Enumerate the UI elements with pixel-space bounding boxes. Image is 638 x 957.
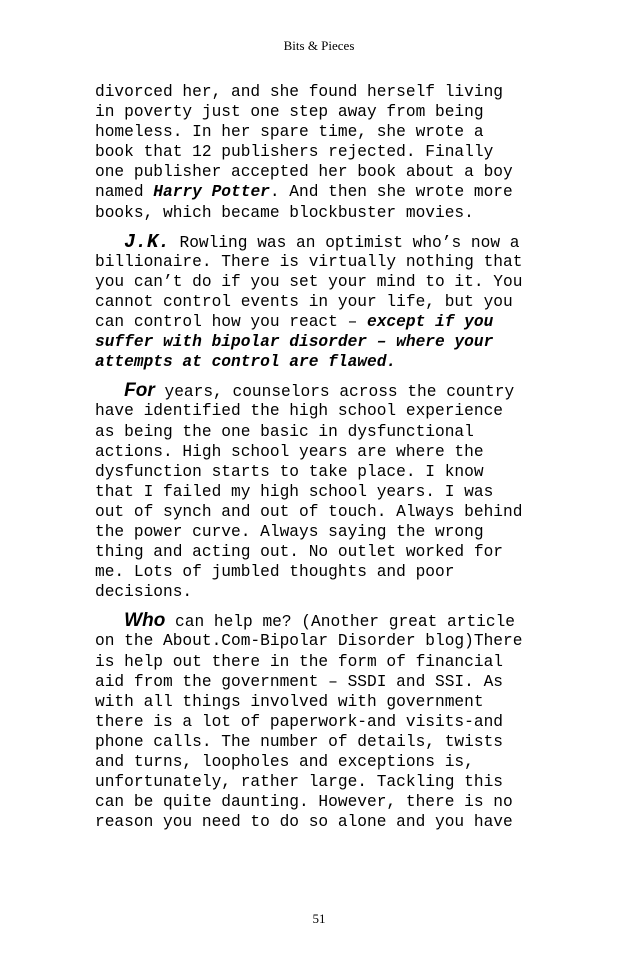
text-segment: thing and acting out. No outlet worked for bbox=[95, 543, 503, 562]
text-segment bbox=[95, 234, 124, 252]
paragraph-spacer bbox=[95, 602, 565, 611]
paragraph-lead-word: Who bbox=[124, 610, 166, 632]
text-line bbox=[95, 292, 565, 312]
text-line bbox=[95, 122, 565, 142]
text-line bbox=[95, 203, 565, 223]
text-segment bbox=[95, 383, 124, 401]
text-segment: . And then she wrote more bbox=[269, 183, 513, 202]
text-line bbox=[95, 772, 565, 792]
paragraph-spacer bbox=[95, 372, 565, 381]
text-segment: as being the one basic in dysfunctional bbox=[95, 422, 474, 441]
emphasized-text: Harry Potter bbox=[153, 183, 270, 202]
text-segment: in poverty just one step away from being bbox=[95, 103, 484, 122]
text-line bbox=[95, 522, 565, 542]
text-line bbox=[95, 332, 565, 352]
text-segment: unfortunately, rather large. Tackling this bbox=[95, 773, 503, 792]
text-segment: decisions. bbox=[95, 583, 193, 602]
text-line bbox=[95, 162, 565, 182]
text-line bbox=[95, 272, 565, 292]
text-segment: can help me? (Another great article bbox=[165, 613, 516, 632]
paragraph bbox=[95, 611, 565, 832]
text-segment: with all things involved with government bbox=[95, 692, 484, 711]
text-segment: can be quite daunting. However, there is no bbox=[95, 793, 513, 812]
paragraph bbox=[95, 82, 565, 223]
text-segment: dysfunction starts to take place. I know bbox=[95, 462, 484, 481]
text-segment: is help out there in the form of financial bbox=[95, 652, 503, 671]
paragraph-lead-word: For bbox=[124, 380, 155, 402]
text-line bbox=[95, 542, 565, 562]
text-line bbox=[95, 582, 565, 602]
text-segment: books, which became blockbuster movies. bbox=[95, 203, 474, 222]
text-line bbox=[95, 792, 565, 812]
text-segment: the power curve. Always saying the wrong bbox=[95, 522, 484, 541]
paragraph bbox=[95, 381, 565, 602]
text-line bbox=[95, 631, 565, 651]
text-line bbox=[95, 692, 565, 712]
text-line bbox=[95, 82, 565, 102]
text-line bbox=[95, 401, 565, 421]
text-line bbox=[95, 232, 565, 252]
text-line bbox=[95, 352, 565, 372]
text-segment: named bbox=[95, 183, 154, 202]
text-line bbox=[95, 422, 565, 442]
emphasized-text: except if you bbox=[367, 313, 494, 332]
text-line bbox=[95, 752, 565, 772]
text-line bbox=[95, 812, 565, 832]
text-segment: actions. High school years are where the bbox=[95, 442, 484, 461]
text-line bbox=[95, 102, 565, 122]
text-segment: on the About.Com-Bipolar Disorder blog)There bbox=[95, 632, 523, 651]
text-line bbox=[95, 182, 565, 202]
text-segment: me. Lots of jumbled thoughts and poor bbox=[95, 563, 455, 582]
text-segment: book that 12 publishers rejected. Finally bbox=[95, 143, 494, 162]
text-line bbox=[95, 562, 565, 582]
page-number: 51 bbox=[312, 911, 326, 926]
text-line bbox=[95, 672, 565, 692]
paragraph-lead-word: J.K. bbox=[124, 230, 170, 253]
text-segment: phone calls. The number of details, twists bbox=[95, 732, 503, 751]
text-line bbox=[95, 732, 565, 752]
text-segment: you can’t do if you set your mind to it. You bbox=[95, 272, 523, 291]
text-line bbox=[95, 252, 565, 272]
text-segment: one publisher accepted her book about a boy bbox=[95, 163, 513, 182]
text-line bbox=[95, 312, 565, 332]
page-body bbox=[95, 82, 565, 832]
paragraph bbox=[95, 232, 565, 373]
text-segment: can control how you react – bbox=[95, 313, 367, 332]
running-header: Bits & Pieces bbox=[283, 38, 355, 53]
text-segment: homeless. In her spare time, she wrote a bbox=[95, 123, 484, 142]
text-line bbox=[95, 462, 565, 482]
text-line bbox=[95, 442, 565, 462]
text-segment: cannot control events in your life, but you bbox=[95, 292, 513, 311]
text-segment: divorced her, and she found herself living bbox=[95, 83, 503, 101]
emphasized-text: attempts at control are flawed. bbox=[95, 353, 397, 372]
text-segment: reason you need to do so alone and you have bbox=[95, 813, 513, 832]
text-line bbox=[95, 142, 565, 162]
text-segment: Rowling was an optimist who’s now a bbox=[169, 233, 520, 252]
text-segment: there is a lot of paperwork-and visits-and bbox=[95, 712, 503, 731]
emphasized-text: suffer with bipolar disorder – where your bbox=[95, 333, 494, 352]
text-segment: years, counselors across the country bbox=[154, 383, 515, 402]
text-segment: billionaire. There is virtually nothing that bbox=[95, 252, 523, 271]
text-segment: out of synch and out of touch. Always behind bbox=[95, 502, 523, 521]
text-segment bbox=[95, 613, 124, 631]
text-segment: have identified the high school experience bbox=[95, 402, 503, 421]
text-line bbox=[95, 712, 565, 732]
text-line bbox=[95, 482, 565, 502]
text-line bbox=[95, 611, 565, 631]
text-segment: aid from the government – SSDI and SSI. As bbox=[95, 672, 503, 691]
text-segment: and turns, loopholes and exceptions is, bbox=[95, 753, 474, 771]
text-segment: that I failed my high school years. I was bbox=[95, 482, 494, 501]
text-line bbox=[95, 381, 565, 401]
text-line bbox=[95, 502, 565, 522]
text-line bbox=[95, 652, 565, 672]
